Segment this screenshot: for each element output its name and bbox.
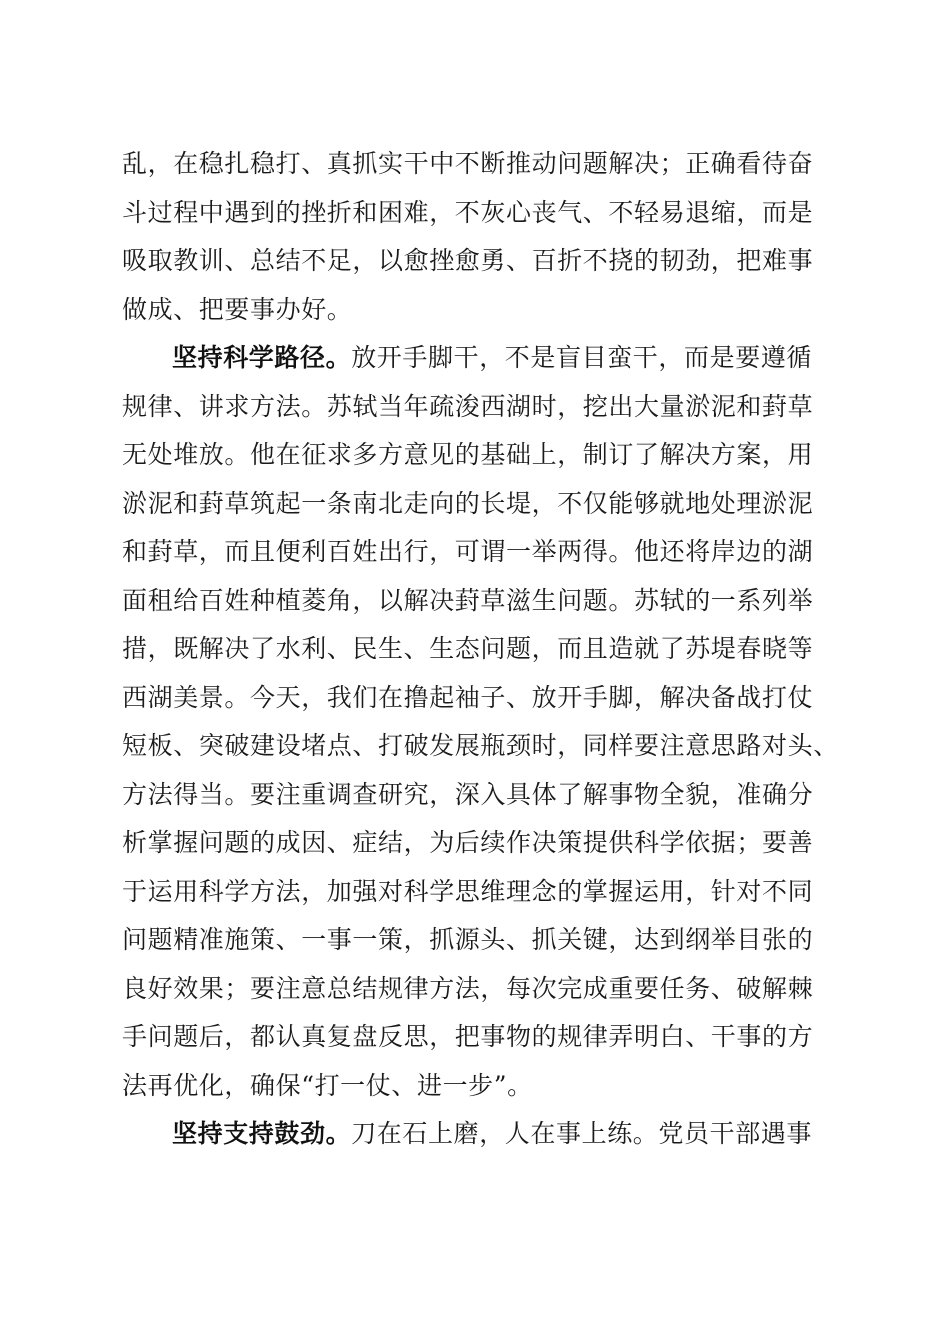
paragraph — [122, 1110, 842, 1159]
text-line: 做成、把要事办好。 — [122, 294, 353, 324]
document-body — [122, 140, 842, 1159]
text-line: 于运用科学方法，加强对科学思维理念的掌握运用，针对不同 — [122, 876, 814, 906]
text-line: 吸取教训、总结不足，以愈挫愈勇、百折不挠的韧劲，把难事 — [122, 246, 814, 275]
text-line: 法再优化，确保“打一仗、进一步”。 — [122, 1070, 533, 1100]
text-line: 淤泥和葑草筑起一条南北走向的长堤，不仅能够就地处理淤泥 — [122, 488, 814, 518]
text-line: 西湖美景。今天，我们在撸起袖子、放开手脚，解决备战打仗 — [122, 682, 814, 712]
text-line: 手问题后，都认真复盘反思，把事物的规律弄明白、干事的方 — [122, 1022, 814, 1051]
text-line: 短板、突破建设堵点、打破发展瓶颈时，同样要注意思路对头、 — [122, 731, 839, 760]
text-line: 问题精准施策、一事一策，抓源头、抓关键，达到纲举目张的 — [122, 925, 814, 954]
text-line: 良好效果；要注意总结规律方法，每次完成重要任务、破解棘 — [122, 973, 814, 1003]
text-line: 斗过程中遇到的挫折和困难，不灰心丧气、不轻易退缩，而是 — [122, 197, 814, 227]
text-line: 无处堆放。他在征求多方意见的基础上，制订了解决方案，用 — [122, 440, 814, 469]
section-heading: 坚持科学路径。 — [172, 343, 352, 372]
line-text: 放开手脚干，不是盲目蛮干，而是要遵循 — [351, 343, 813, 372]
text-line — [122, 1110, 842, 1159]
paragraph — [122, 334, 842, 1110]
text-line: 和葑草，而且便利百姓出行，可谓一举两得。他还将岸边的湖 — [122, 537, 814, 566]
line-text: 刀在石上磨，人在事上练。党员干部遇事 — [351, 1119, 813, 1148]
paragraph — [122, 140, 842, 334]
text-line: 方法得当。要注重调查研究，深入具体了解事物全貌，准确分 — [122, 779, 814, 809]
text-line: 析掌握问题的成因、症结，为后续作决策提供科学依据；要善 — [122, 828, 814, 857]
text-line: 规律、讲求方法。苏轼当年疏浚西湖时，挖出大量淤泥和葑草 — [122, 391, 814, 421]
text-line: 措，既解决了水利、民生、生态问题，而且造就了苏堤春晓等 — [122, 634, 814, 663]
text-line: 乱，在稳扎稳打、真抓实干中不断推动问题解决；正确看待奋 — [122, 149, 814, 178]
text-line: 面租给百姓种植菱角，以解决葑草滋生问题。苏轼的一系列举 — [122, 585, 814, 615]
section-heading: 坚持支持鼓劲。 — [172, 1119, 352, 1148]
text-line — [122, 334, 842, 383]
